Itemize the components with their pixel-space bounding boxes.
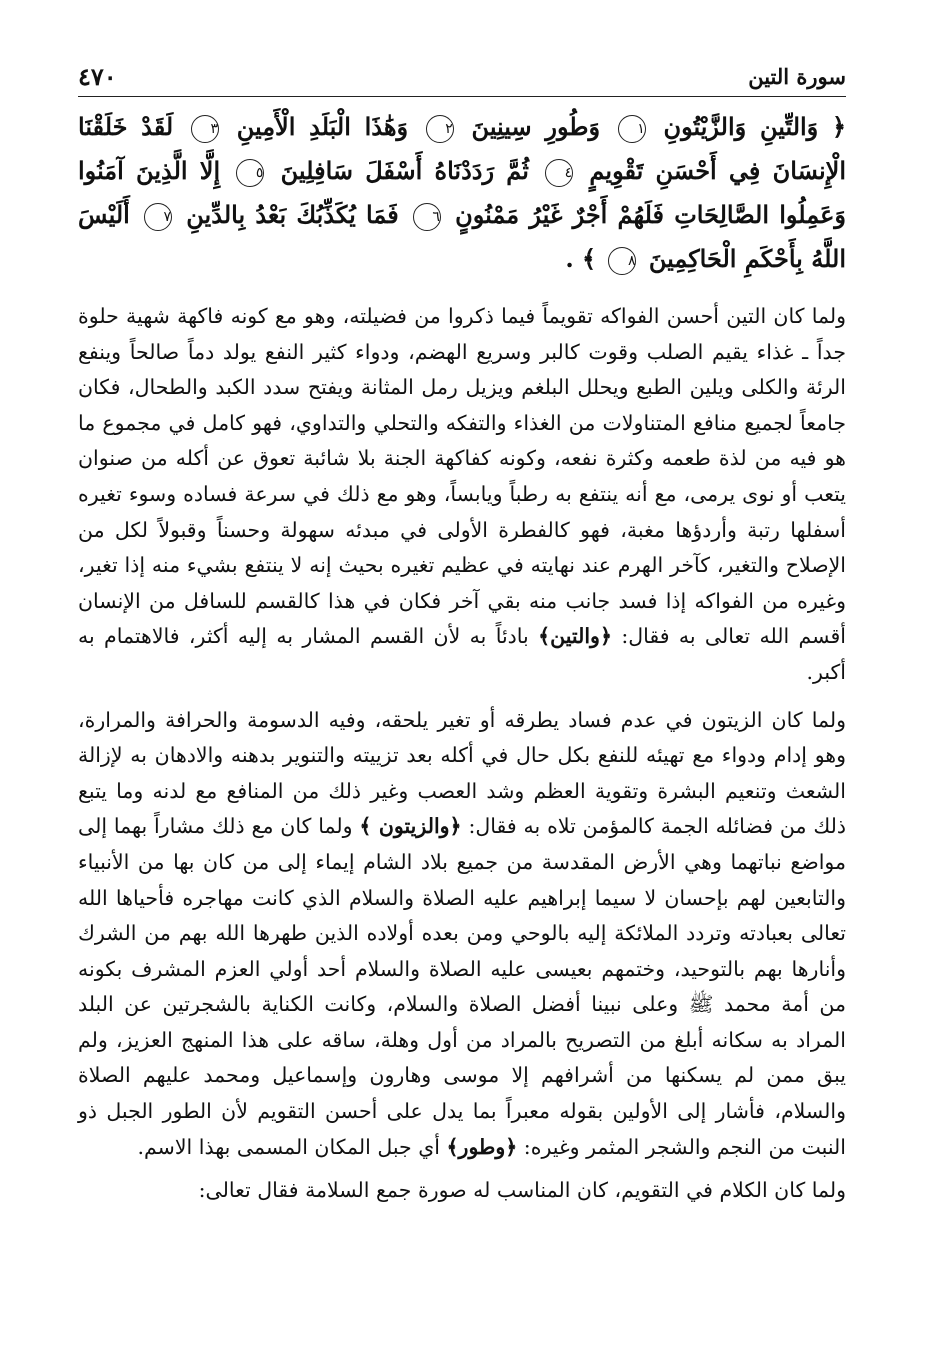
verse-8-number: ٨ — [608, 247, 636, 275]
verse-2-text: وَطُورِ سِينِينَ — [471, 112, 601, 141]
verse-6-text: إِلَّا الَّذِينَ آمَنُوا وَعَمِلُوا الصَّالِحَاتِ فَلَهُمْ أَجْرٌ غَيْرُ مَمْنُونٍ — [78, 156, 847, 229]
quoted-word-olive: ﴿والزيتون ﴾ — [359, 814, 462, 839]
verse-5-number: ٥ — [236, 159, 264, 187]
commentary-paragraph-olive — [78, 703, 846, 1166]
book-page — [78, 62, 846, 1209]
quoted-word-tur: ﴿وطور﴾ — [446, 1134, 518, 1159]
verse-7-text: فَمَا يُكَذِّبُكَ بَعْدُ بِالدِّينِ — [186, 200, 399, 229]
verse-1-number: ١ — [618, 115, 646, 143]
commentary-paragraph-sinin — [78, 1173, 846, 1209]
paragraph-text: أي جبل المكان المسمى بهذا الاسم. — [137, 1134, 440, 1159]
paragraph-text: ولما كان مع ذلك مشاراً بهما إلى مواضع نباتهما وهي الأرض المقدسة من جميع بلاد الشام إيماء إلى من كان بها من الأنبياء والتابعين لهم بإحسان لا سيما إبراهيم عليه الصلاة والسلام الذي كانت مهاجره فأحياها الله تعالى بعبادته وتردد الملائكة إليه بالوحي ومن بعده أولاده الذين طهرها الله بهم من الشرك وأنارها بهم بالتوحيد، وختمهم بعيسى عليه الصلاة والسلام أحد أولي العزم المشرف بكونه من أمة محمد ﷺ وعلى نبينا أفضل الصلاة والسلام، وكانت الكناية بالشجرتين عن البلد المراد به سكانه أبلغ من التصريح بالمراد من أول وهلة، ساقه على هذا المنهج العزيز، ولم يبق ممن لم يسكنها من أشرافهم إلا موسى وهارون وإسماعيل ومحمد عليهم الصلاة والسلام، فأشار إلى الأولين بقوله معبراً بما يدل على أحسن التقويم لأن الطور الجبل ذو النبت من النجم والشجر المثمر وغيره: — [78, 814, 846, 1159]
commentary-paragraph-fig — [78, 299, 846, 691]
verse-7-number: ٧ — [144, 203, 172, 231]
surah-title: سورة التين — [748, 64, 846, 89]
quoted-word-fig: ﴿والتين﴾ — [538, 624, 612, 649]
verse-8-text: أَلَيْسَ اللَّهُ بِأَحْكَمِ الْحَاكِمِينَ — [78, 200, 846, 273]
verse-3-number: ٣ — [191, 115, 219, 143]
verse-1-text: وَالتِّينِ وَالزَّيْتُونِ — [663, 112, 819, 141]
verse-4-number: ٤ — [545, 159, 573, 187]
page-header — [78, 62, 846, 97]
verse-4-text: لَقَدْ خَلَقْنَا الْإِنسَانَ فِي أَحْسَنِ تَقْوِيمٍ — [78, 112, 847, 185]
quran-verses-block — [78, 105, 846, 281]
verse-3-text: وَهَٰذَا الْبَلَدِ الْأَمِينِ — [236, 112, 409, 141]
verse-5-text: ثُمَّ رَدَدْنَاهُ أَسْفَلَ سَافِلِينَ — [280, 156, 529, 185]
verse-2-number: ٢ — [426, 115, 454, 143]
paragraph-text: ولما كان التين أحسن الفواكه تقويماً فيما ذكروا من فضيلته، وهو مع كونه فاكهة شهية حلوة جداً ـ غذاء يقيم الصلب وقوت كالبر وسريع الهضم، ودواء كثير النفع يولد دماً صالحاً وينفع الرئة والكلى ويلين الطبع ويحلل البلغم ويزيل رمل المثانة ويفتح سدد الكبد والطحال، فكان جامعاً لجميع منافع المتناولات من الغذاء والتفكه والتحلي والتداوي، فهو كامل في مجموع ما هو فيه من لذة طعمه وكثرة نفعه، وكونه كفاكهة الجنة بلا شائبة تعوق عن أكله من صنوان يتعب أو نوى يرمى، مع أنه ينتفع به رطباً ويابساً، وهو مع ذلك في سرعة فساده وسوء تغيره أسفلها رتبة وأردؤها مغبة، فهو كالفطرة الأولى في مبدئه سهولة وحسناً وقبولاً لكل من الإصلاح والتغير، كآخر الهرم عند نهايته في عظيم تغيره بحيث إنه لا ينتفع بشيء منه إذا تغير، وغيره من الفواكه إذا فسد جانب منه بقي آخر فكان في هذا كالقسم للسافل من الإنسان أقسم الله تعالى به فقال: — [78, 304, 846, 649]
verse-open-bracket: ﴿ — [832, 112, 847, 141]
verse-close-bracket: ﴾ . — [565, 244, 597, 273]
verse-6-number: ٦ — [413, 203, 441, 231]
paragraph-text: ولما كان الكلام في التقويم، كان المناسب له صورة جمع السلامة فقال تعالى: — [198, 1178, 846, 1203]
paragraph-text: ولما كان الزيتون في عدم فساد يطرقه أو تغير يلحقه، وفيه الدسومة والحرافة والمرارة، وهو إدام ودواء مع تهيئه للنفع بكل حال في أكله بعد تزييته والتنوير بدهنه والادهان به لإزالة الشعث وتنعيم البشرة وتقوية العظم وشد العصب وغير ذلك من المنافع مع لدنه وما يتبع ذلك من فضائله الجمة كالمؤمن تلاه به فقال: — [78, 707, 846, 839]
page-number: ٤٧٠ — [78, 62, 117, 91]
paragraph-text: بادئاً به لأن القسم المشار به إليه أكثر، فالاهتمام به أكبر. — [78, 624, 846, 684]
